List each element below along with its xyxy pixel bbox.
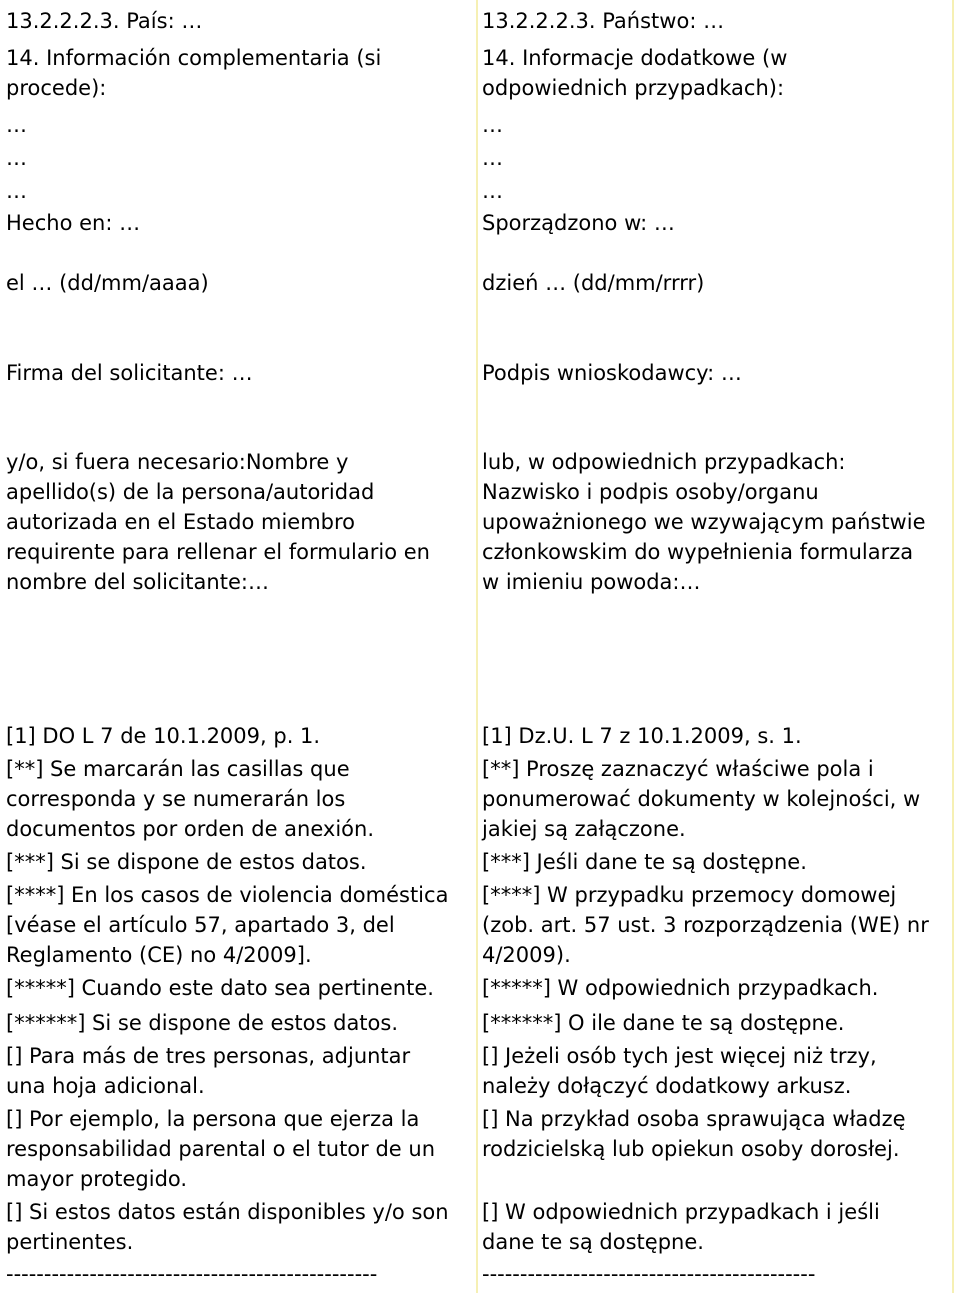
- footnote-line: pertinentes.: [6, 1230, 134, 1254]
- footnote-line: rodzicielską lub opiekun osoby dorosłej.: [482, 1137, 900, 1161]
- text-line: członkowskim do wypełnienia formularza: [482, 540, 914, 564]
- text-line: apellido(s) de la persona/autoridad: [6, 480, 375, 504]
- text-line: lub, w odpowiednich przypadkach:: [482, 450, 846, 474]
- text-line: …: [6, 179, 27, 203]
- text-line: upoważnionego we wzywającym państwie: [482, 510, 926, 534]
- text-line: procede):: [6, 76, 107, 100]
- text-line: y/o, si fuera necesario:Nombre y: [6, 450, 349, 474]
- footnote-line: dane te są dostępne.: [482, 1230, 704, 1254]
- footnote-line: [] Si estos datos están disponibles y/o son: [6, 1200, 449, 1224]
- footnote-line: [] Por ejemplo, la persona que ejerza la: [6, 1107, 420, 1131]
- footnote-line: [] W odpowiednich przypadkach i jeśli: [482, 1200, 880, 1224]
- footnote-line: [******] Si se dispone de estos datos.: [6, 1011, 399, 1035]
- footnote-line: [****] En los casos de violencia doméstica: [6, 883, 449, 907]
- footnote-line: [] Na przykład osoba sprawująca władzę: [482, 1107, 906, 1131]
- footnote-line: [véase el artículo 57, apartado 3, del: [6, 913, 395, 937]
- text-line: autorizada en el Estado miembro: [6, 510, 356, 534]
- text-line: …: [482, 113, 503, 137]
- separator-line: -------------------------------------------------: [6, 1262, 378, 1286]
- footnote-line: [******] O ile dane te są dostępne.: [482, 1011, 845, 1035]
- footnote-line: [**] Se marcarán las casillas que: [6, 757, 350, 781]
- footnote-line: [] Jeżeli osób tych jest więcej niż trzy,: [482, 1044, 877, 1068]
- footnote-line: [1] Dz.U. L 7 z 10.1.2009, s. 1.: [482, 724, 802, 748]
- footnote-line: una hoja adicional.: [6, 1074, 205, 1098]
- text-line: w imieniu powoda:…: [482, 570, 701, 594]
- footnote-line: [**] Proszę zaznaczyć właściwe pola i: [482, 757, 874, 781]
- text-line: el … (dd/mm/aaaa): [6, 271, 209, 295]
- text-line: Firma del solicitante: …: [6, 361, 253, 385]
- footnote-line: responsabilidad parental o el tutor de un: [6, 1137, 436, 1161]
- text-line: 14. Información complementaria (si: [6, 46, 382, 70]
- footnote-line: [***] Si se dispone de estos datos.: [6, 850, 367, 874]
- footnote-line: (zob. art. 57 ust. 3 rozporządzenia (WE) nr: [482, 913, 929, 937]
- text-line: …: [482, 146, 503, 170]
- footnote-line: [] Para más de tres personas, adjuntar: [6, 1044, 411, 1068]
- footnote-line: corresponda y se numerarán los: [6, 787, 346, 811]
- polish-column: [476, 0, 954, 1293]
- text-line: …: [6, 113, 27, 137]
- text-line: …: [6, 146, 27, 170]
- footnote-line: [1] DO L 7 de 10.1.2009, p. 1.: [6, 724, 321, 748]
- text-line: …: [482, 179, 503, 203]
- text-line: odpowiednich przypadkach):: [482, 76, 785, 100]
- footnote-line: [***] Jeśli dane te są dostępne.: [482, 850, 807, 874]
- text-line: 13.2.2.2.3. País: …: [6, 9, 203, 33]
- separator-line: --------------------------------------------: [482, 1262, 816, 1286]
- footnote-line: 4/2009).: [482, 943, 571, 967]
- text-line: requirente para rellenar el formulario en: [6, 540, 430, 564]
- footnote-line: [*****] W odpowiednich przypadkach.: [482, 976, 879, 1000]
- text-line: Sporządzono w: …: [482, 211, 675, 235]
- footnote-line: ponumerować dokumenty w kolejności, w: [482, 787, 921, 811]
- text-line: Podpis wnioskodawcy: …: [482, 361, 742, 385]
- text-line: 13.2.2.2.3. Państwo: …: [482, 9, 725, 33]
- spanish-column: [0, 0, 476, 1293]
- footnote-line: jakiej są załączone.: [482, 817, 686, 841]
- text-line: dzień … (dd/mm/rrrr): [482, 271, 705, 295]
- footnote-line: [*****] Cuando este dato sea pertinente.: [6, 976, 434, 1000]
- footnote-line: documentos por orden de anexión.: [6, 817, 375, 841]
- footnote-line: należy dołączyć dodatkowy arkusz.: [482, 1074, 852, 1098]
- text-line: Hecho en: …: [6, 211, 141, 235]
- text-line: nombre del solicitante:…: [6, 570, 269, 594]
- footnote-line: mayor protegido.: [6, 1167, 188, 1191]
- text-line: 14. Informacje dodatkowe (w: [482, 46, 788, 70]
- footnote-line: Reglamento (CE) no 4/2009].: [6, 943, 312, 967]
- text-line: Nazwisko i podpis osoby/organu: [482, 480, 819, 504]
- footnote-line: [****] W przypadku przemocy domowej: [482, 883, 897, 907]
